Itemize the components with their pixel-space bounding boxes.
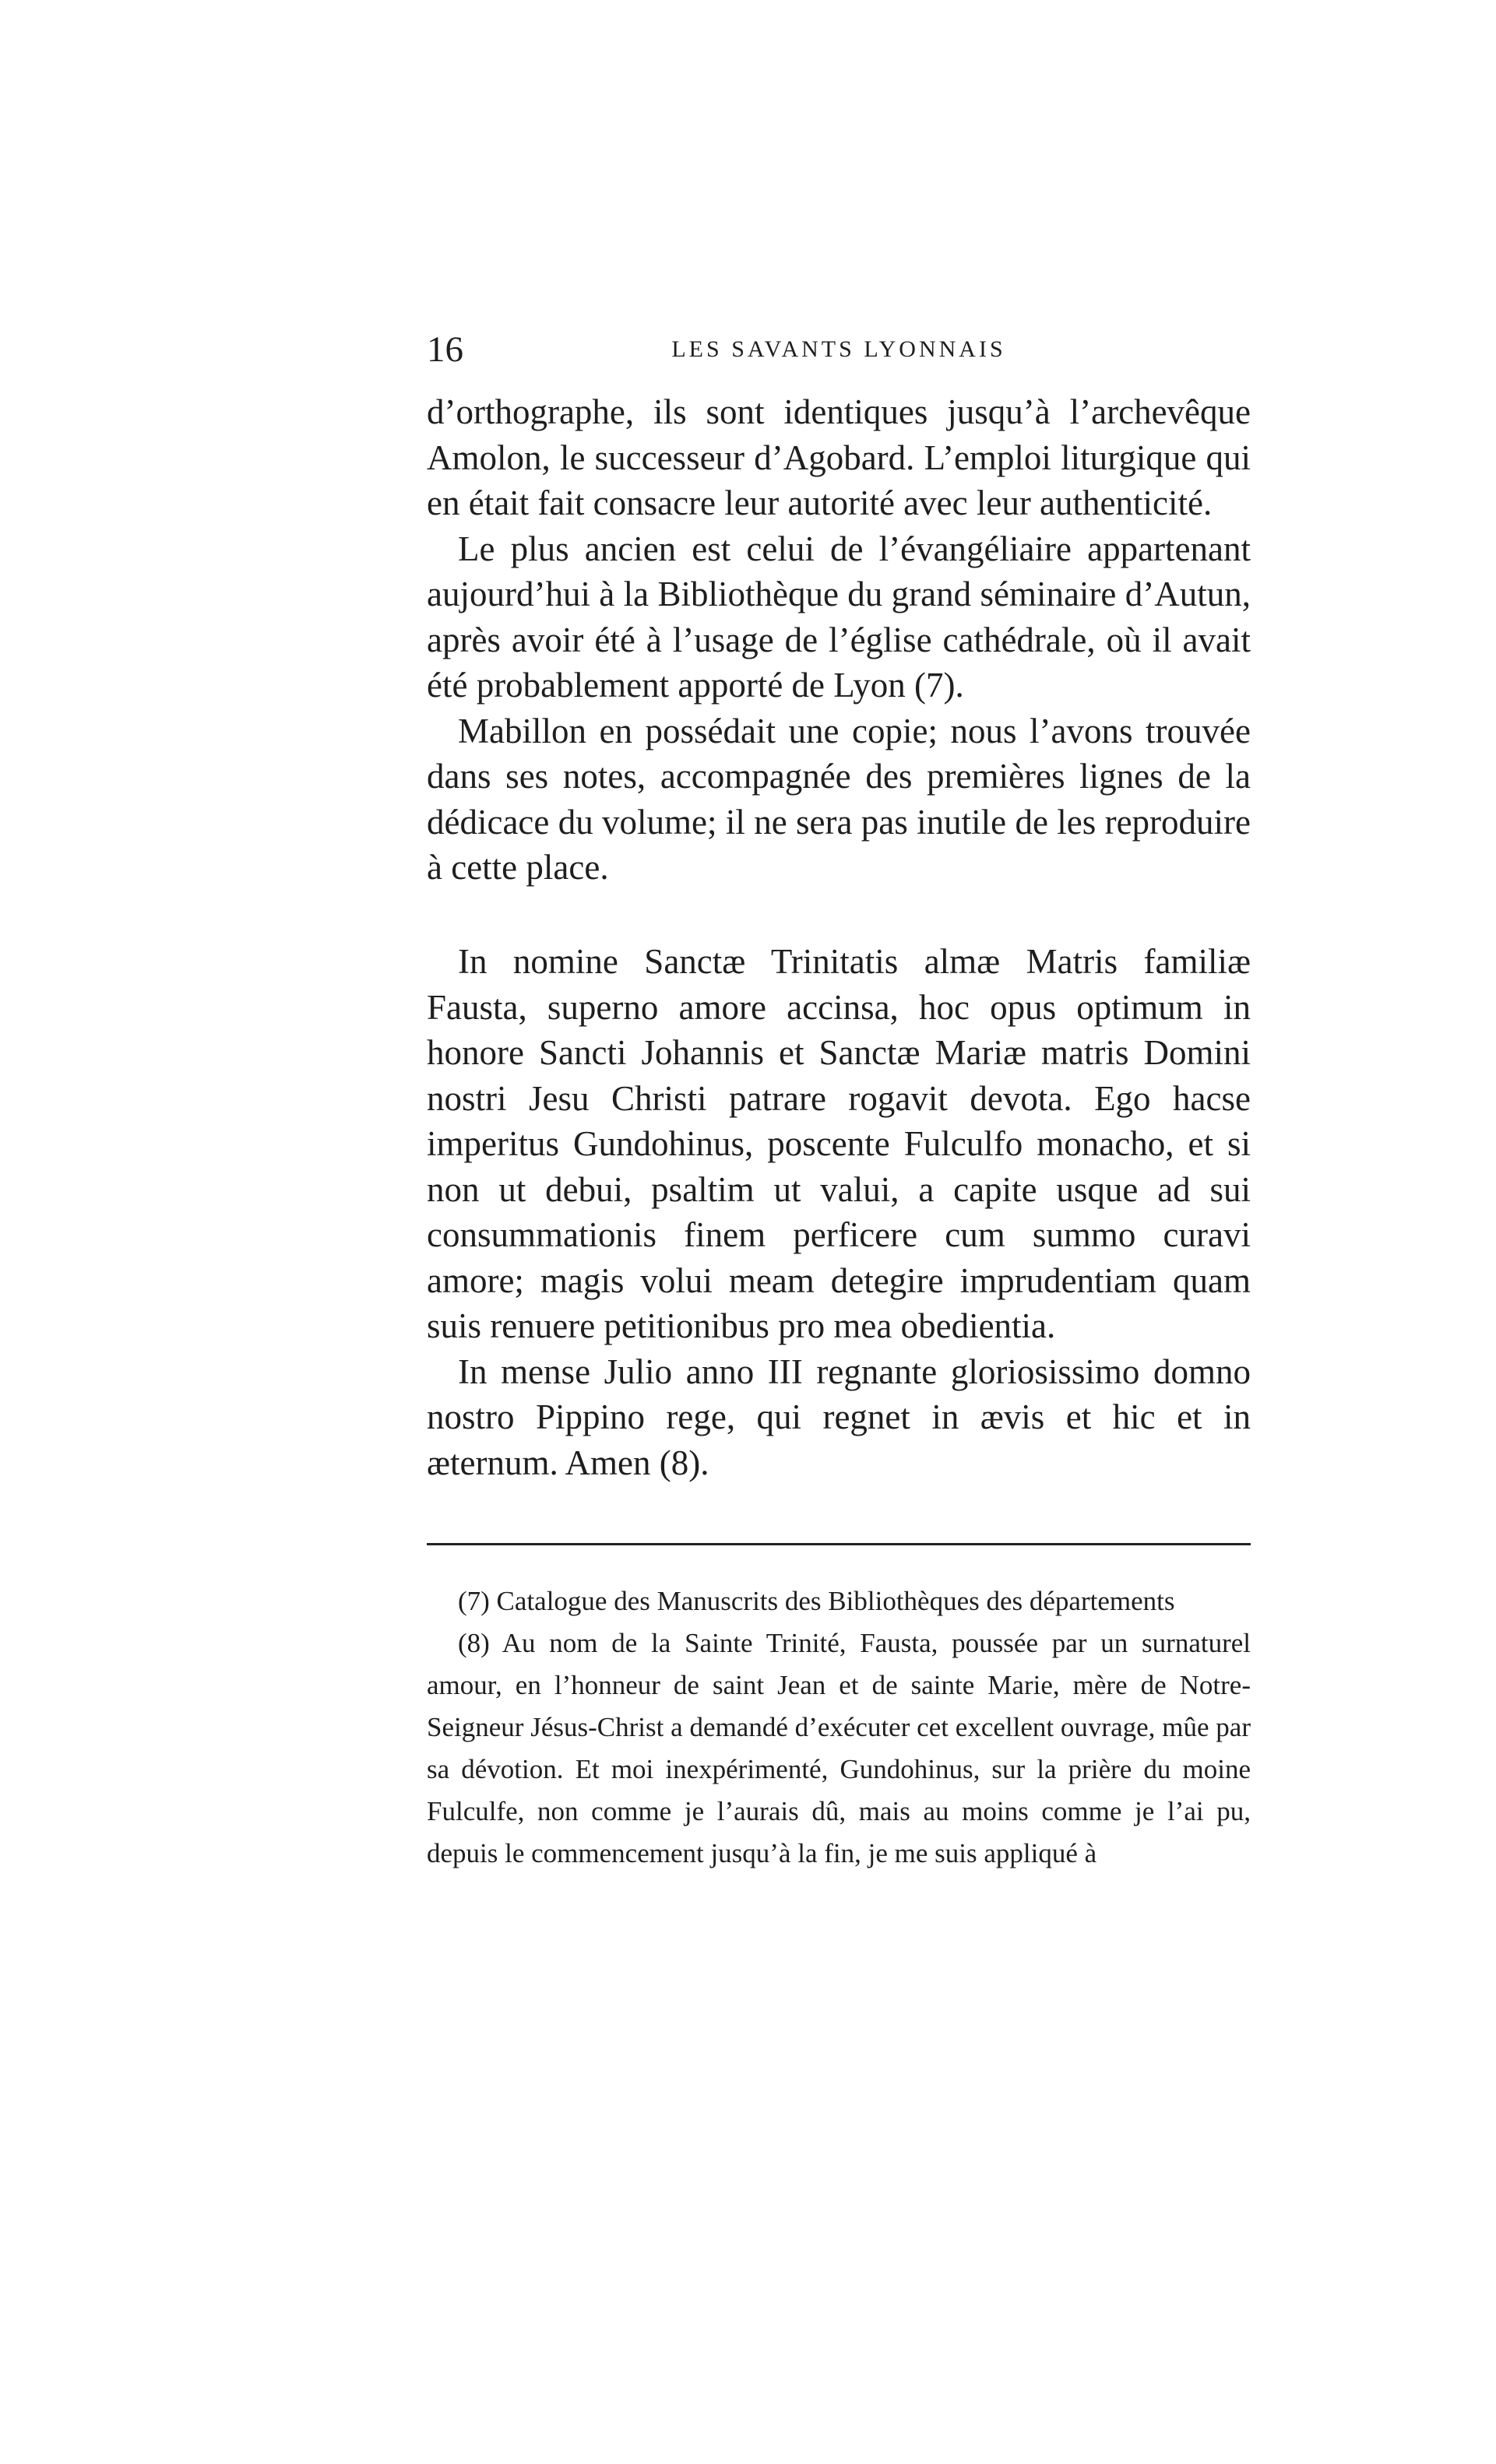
paragraph: Le plus ancien est celui de l’évangéliaire appartenant aujourd’hui à la Bibliothèque du grand séminaire d’Autun, après avoir été à l’usage de l’église cathédrale, où il avait été probablement apporté de Lyon (7).: [427, 529, 1251, 705]
footnotes: [427, 1580, 1251, 1875]
latin-dedication: [427, 939, 1251, 1485]
latin-paragraph: In mense Julio anno III regnante gloriosissimo domno nostro Pippino rege, qui regnet in ævis et hic et in æternum. Amen (8).: [427, 1352, 1251, 1482]
footnote-7: (7) Catalogue des Manuscrits des Bibliothèques des départements: [458, 1586, 1175, 1616]
page-number: 16: [427, 329, 463, 370]
paragraph: Mabillon en possédait une copie; nous l’avons trouvée dans ses notes, accompagnée des premières lignes de la dédicace du volume; il ne sera pas inutile de les reproduire à cette place.: [427, 711, 1251, 887]
main-text: [427, 389, 1251, 891]
page-header: [427, 325, 1251, 372]
paragraph-continued: d’orthographe, ils sont identiques jusqu’à l’archevêque Amolon, le successeur d’Agobard. L’emploi liturgique qui en était fait consacre leur autorité avec leur authenticité.: [427, 392, 1251, 522]
footnote-8: (8) Au nom de la Sainte Trinité, Fausta, poussée par un surnaturel amour, en l’honneur de saint Jean et de sainte Marie, mère de Notre-Seigneur Jésus-Christ a demandé d’exécuter cet excellent ouvrage, mûe par sa dévotion. Et moi inexpérimenté, Gundohinus, sur la prière du moine Fulculfe, non comme je l’aurais dû, mais au moins comme je l’ai pu, depuis le commencement jusqu’à la fin, je me suis appliqué à: [427, 1628, 1251, 1868]
latin-paragraph: In nomine Sanctæ Trinitatis almæ Matris familiæ Fausta, superno amore accinsa, hoc opus optimum in honore Sancti Johannis et Sanctæ Mariæ matris Domini nostri Jesu Christi patrare rogavit devota. Ego hacse imperitus Gundohinus, poscente Fulculfo monacho, et si non ut debui, psaltim ut valui, a capite usque ad sui consummationis finem perficere cum summo curavi amore; magis volui meam detegire imprudentiam quam suis renuere petitionibus pro mea obedientia.: [427, 942, 1251, 1345]
running-title: LES SAVANTS LYONNAIS: [671, 336, 1006, 362]
footnote-divider: [427, 1543, 1251, 1545]
